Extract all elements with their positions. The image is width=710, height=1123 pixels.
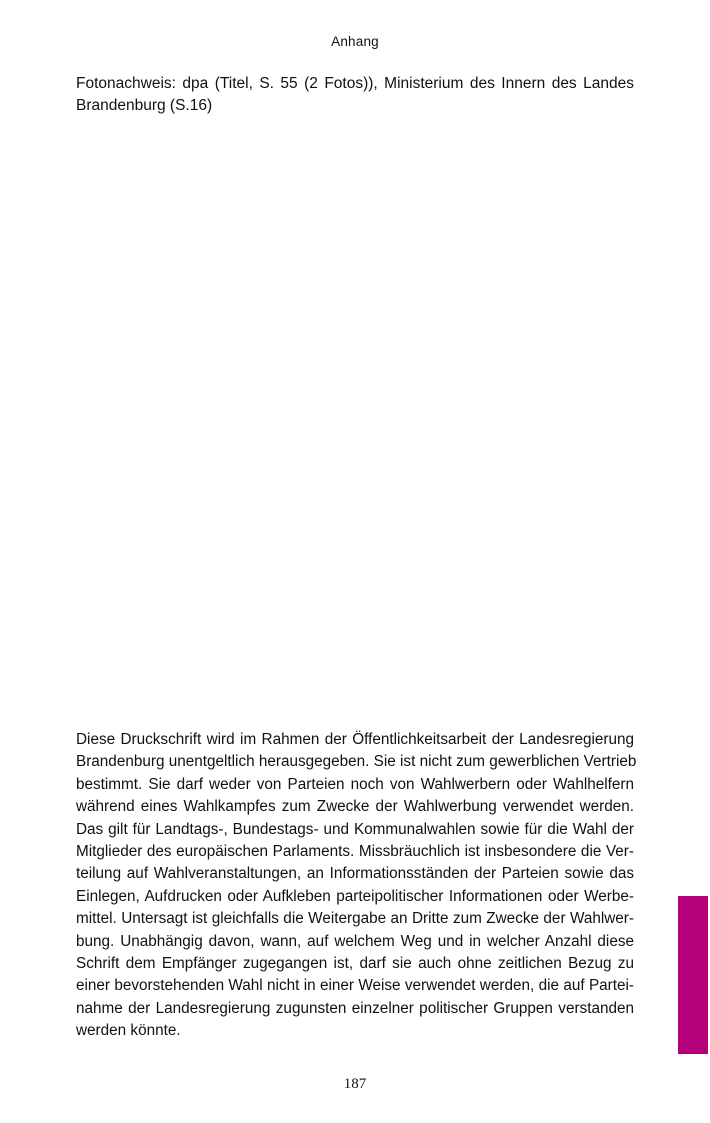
disclaimer-line: Schrift dem Empfänger zugegangen ist, darf sie auch ohne zeitlichen Bezug zu <box>76 955 634 973</box>
disclaimer-line: Einlegen, Aufdrucken oder Aufkleben parteipolitischer Informationen oder Werbe- <box>76 887 634 905</box>
disclaimer-line: Brandenburg unentgeltlich herausgegeben. Sie ist nicht zum gewerblichen Vertrieb <box>76 753 637 771</box>
page-number: 187 <box>343 1076 367 1092</box>
section-thumb-tab <box>678 896 708 1054</box>
photo-credits: Fotonachweis: dpa (Titel, S. 55 (2 Fotos)), Ministerium des Innern des Landes Brandenburg (S.16) <box>76 75 634 114</box>
disclaimer-line: Diese Druckschrift wird im Rahmen der Öffentlichkeitsarbeit der Landesregierung <box>76 731 634 748</box>
disclaimer-line: teilung auf Wahlveranstaltungen, an Informationsständen der Parteien sowie das <box>76 865 634 883</box>
disclaimer-line: mittel. Untersagt ist gleichfalls die Weitergabe an Dritte zum Zwecke der Wahlwer- <box>76 910 634 928</box>
disclaimer-line: nahme der Landesregierung zugunsten einzelner politischer Gruppen verstanden <box>76 999 634 1017</box>
disclaimer-line: Mitglieder des europäischen Parlaments. Missbräuchlich ist insbesondere die Ver- <box>76 843 634 861</box>
disclaimer-line: einer bevorstehenden Wahl nicht in einer Weise verwendet werden, die auf Partei- <box>76 977 634 995</box>
running-head: Anhang <box>331 34 379 49</box>
disclaimer-line: bung. Unabhängig davon, wann, auf welchem Weg und in welcher Anzahl diese <box>76 932 634 950</box>
disclaimer-line: bestimmt. Sie darf weder von Parteien noch von Wahlwerbern oder Wahlhelfern <box>76 775 634 793</box>
disclaimer-paragraph <box>76 729 637 1043</box>
disclaimer-line: werden könnte. <box>76 1022 181 1040</box>
disclaimer-line: Das gilt für Landtags-, Bundestags- und Kommunalwahlen sowie für die Wahl der <box>76 820 634 838</box>
disclaimer-line: während eines Wahlkampfes zum Zwecke der Wahlwerbung verwendet werden. <box>76 798 634 816</box>
